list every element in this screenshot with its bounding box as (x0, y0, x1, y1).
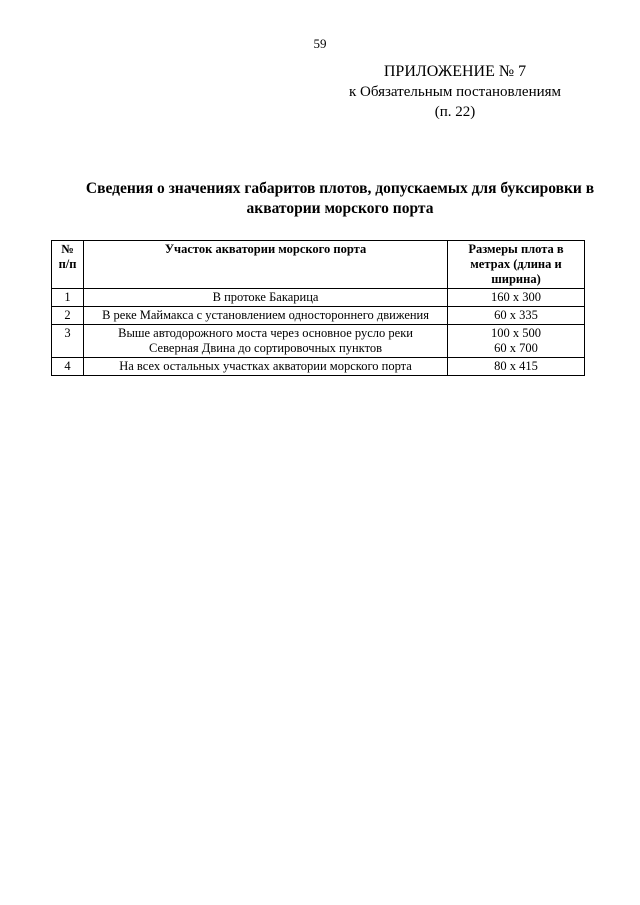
cell-size-line: 60 x 700 (494, 341, 538, 355)
header-size (447, 241, 584, 289)
header-size-line-3: ширина) (491, 272, 541, 286)
header-number (52, 241, 84, 289)
cell-number: 3 (52, 325, 84, 358)
table-header-row (52, 241, 585, 289)
cell-area (84, 325, 448, 358)
header-size-line-1: Размеры плота в (468, 242, 564, 256)
cell-number: 1 (52, 289, 84, 307)
cell-size (447, 307, 584, 325)
appendix-title: ПРИЛОЖЕНИЕ № 7 (383, 63, 527, 80)
cell-area-line: Северная Двина до сортировочных пунктов (149, 341, 383, 355)
cell-size (447, 289, 584, 307)
appendix-clause: (п. 22) (434, 104, 476, 120)
cell-area-line: В протоке Бакарица (212, 290, 319, 304)
cell-size (447, 325, 584, 358)
cell-number: 2 (52, 307, 84, 325)
cell-size-line: 160 x 300 (490, 290, 541, 304)
cell-area (84, 358, 448, 376)
appendix-subtitle: к Обязательным постановлениям (348, 84, 562, 100)
page-number: 59 (313, 36, 327, 51)
raft-dimensions-table (51, 240, 585, 376)
cell-size-line: 100 x 500 (490, 326, 541, 340)
cell-number: 4 (52, 358, 84, 376)
header-size-line-2: метрах (длина и (470, 257, 562, 271)
cell-size (447, 358, 584, 376)
appendix-block (330, 62, 580, 122)
header-area: Участок акватории морского порта (84, 241, 448, 289)
header-number-line-2: п/п (58, 257, 77, 271)
cell-area (84, 307, 448, 325)
cell-size-line: 60 x 335 (494, 308, 538, 322)
cell-area (84, 289, 448, 307)
heading-line-1: Сведения о значениях габаритов плотов, допускаемых для буксировки в (85, 180, 595, 197)
cell-area-line: На всех остальных участках акватории морского порта (119, 359, 412, 373)
cell-area-line: Выше автодорожного моста через основное русло реки (118, 326, 413, 340)
heading-line-2: акватории морского порта (246, 200, 434, 217)
cell-area-line: В реке Маймакса с установлением одностороннего движения (102, 308, 429, 322)
header-number-line-1: № (61, 242, 74, 256)
table-row (52, 307, 585, 325)
table-row (52, 325, 585, 358)
table-row (52, 289, 585, 307)
table-row (52, 358, 585, 376)
cell-size-line: 80 x 415 (494, 359, 538, 373)
document-heading (70, 179, 610, 219)
